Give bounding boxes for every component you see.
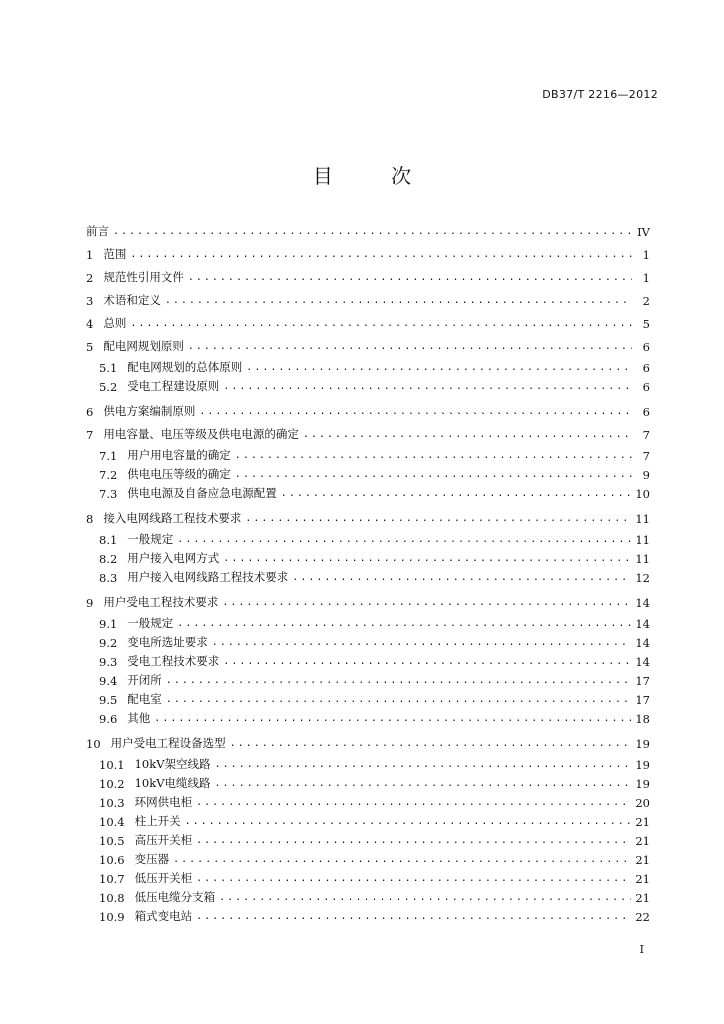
toc-entry-label: 配电网规划的总体原则 bbox=[127, 360, 243, 374]
toc-entry-page: 9 bbox=[642, 468, 650, 482]
toc-entry-label: 接入电网线路工程技术要求 bbox=[103, 511, 242, 525]
toc-entry-number: 10.5 bbox=[99, 834, 125, 848]
toc-entry-page: 6 bbox=[642, 361, 650, 375]
toc-entry[interactable] bbox=[86, 791, 650, 810]
toc-entry-number: 6 bbox=[86, 405, 94, 419]
toc-entry-number: 10.3 bbox=[99, 796, 125, 810]
toc-entry-number: 5 bbox=[86, 340, 94, 354]
toc-entry-number: 8 bbox=[86, 512, 94, 526]
toc-entry[interactable] bbox=[86, 772, 650, 791]
toc-entry-label: 前言 bbox=[86, 224, 109, 238]
toc-entry-number: 10 bbox=[86, 737, 101, 751]
toc-entry[interactable] bbox=[86, 375, 650, 394]
toc-entry-number: 10.1 bbox=[99, 758, 125, 772]
toc-entry-number: 10.9 bbox=[99, 910, 125, 924]
toc-entry-number: 10.6 bbox=[99, 853, 125, 867]
dot-leader bbox=[246, 362, 632, 373]
toc-entry-label: 10kV架空线路 bbox=[134, 757, 211, 771]
toc-entry[interactable] bbox=[86, 396, 650, 419]
toc-entry-number: 10.7 bbox=[99, 872, 125, 886]
dot-leader bbox=[215, 759, 632, 770]
toc-entry[interactable] bbox=[86, 829, 650, 848]
toc-entry-number: 4 bbox=[86, 317, 94, 331]
toc-entry-number: 8.1 bbox=[99, 533, 118, 547]
toc-entry[interactable] bbox=[86, 419, 650, 442]
table-of-contents bbox=[86, 216, 650, 924]
toc-entry-page: 1 bbox=[642, 271, 650, 285]
toc-entry[interactable] bbox=[86, 867, 650, 886]
toc-entry-page: 10 bbox=[635, 487, 650, 501]
toc-entry-number: 7 bbox=[86, 428, 94, 442]
toc-entry-label: 用户接入电网方式 bbox=[127, 551, 220, 565]
toc-entry-page: 11 bbox=[635, 533, 650, 547]
toc-entry[interactable] bbox=[86, 356, 650, 375]
dot-leader bbox=[223, 553, 631, 564]
toc-entry-label: 供电电源及自备应急电源配置 bbox=[127, 486, 277, 500]
dot-leader bbox=[235, 450, 632, 461]
dot-leader bbox=[177, 534, 631, 545]
toc-entry-number: 10.4 bbox=[99, 815, 125, 829]
toc-entry[interactable] bbox=[86, 848, 650, 867]
toc-entry-page: 21 bbox=[635, 853, 650, 867]
toc-entry-number: 9.6 bbox=[99, 712, 118, 726]
page-number: I bbox=[639, 943, 644, 956]
toc-entry-label: 10kV电缆线路 bbox=[134, 776, 211, 790]
toc-entry-label: 用电容量、电压等级及供电电源的确定 bbox=[103, 427, 299, 441]
toc-entry[interactable] bbox=[86, 331, 650, 354]
toc-entry-page: 19 bbox=[635, 758, 650, 772]
toc-entry-page: 22 bbox=[635, 910, 650, 924]
toc-entry-number: 5.1 bbox=[99, 361, 118, 375]
toc-entry-label: 用户用电容量的确定 bbox=[127, 448, 231, 462]
toc-entry-label: 术语和定义 bbox=[103, 293, 161, 307]
standard-code: DB37/T 2216—2012 bbox=[542, 88, 658, 101]
toc-entry-page: 21 bbox=[635, 834, 650, 848]
toc-entry[interactable] bbox=[86, 285, 650, 308]
toc-entry[interactable] bbox=[86, 688, 650, 707]
toc-entry-page: 14 bbox=[635, 617, 650, 631]
toc-entry-number: 8.3 bbox=[99, 571, 118, 585]
toc-entry[interactable] bbox=[86, 444, 650, 463]
toc-entry[interactable] bbox=[86, 631, 650, 650]
toc-entry[interactable] bbox=[86, 463, 650, 482]
toc-entry-page: 6 bbox=[642, 380, 650, 394]
toc-entry-page: 11 bbox=[635, 512, 650, 526]
toc-entry-label: 受电工程技术要求 bbox=[127, 654, 220, 668]
toc-entry-page: 11 bbox=[635, 552, 650, 566]
toc-entry[interactable] bbox=[86, 728, 650, 751]
dot-leader bbox=[235, 469, 632, 480]
dot-leader bbox=[199, 406, 632, 417]
toc-entry-label: 用户受电工程设备选型 bbox=[110, 736, 226, 750]
toc-entry-label: 高压开关柜 bbox=[134, 833, 193, 847]
toc-entry-number: 5.2 bbox=[99, 380, 118, 394]
dot-leader bbox=[196, 835, 631, 846]
dot-leader bbox=[303, 429, 632, 440]
dot-leader bbox=[292, 572, 631, 583]
toc-entry-number: 7.3 bbox=[99, 487, 118, 501]
dot-leader bbox=[185, 816, 632, 827]
toc-entry[interactable] bbox=[86, 566, 650, 585]
toc-entry[interactable] bbox=[86, 753, 650, 772]
toc-entry-label: 其他 bbox=[127, 711, 151, 725]
toc-entry[interactable] bbox=[86, 905, 650, 924]
toc-entry[interactable] bbox=[86, 528, 650, 547]
toc-entry-page: 14 bbox=[635, 655, 650, 669]
dot-leader bbox=[154, 713, 631, 724]
toc-entry-label: 变电所选址要求 bbox=[127, 635, 208, 649]
toc-entry-number: 9.1 bbox=[99, 617, 118, 631]
toc-entry-number: 8.2 bbox=[99, 552, 118, 566]
toc-entry-page: 7 bbox=[642, 449, 650, 463]
toc-entry-label: 柱上开关 bbox=[134, 814, 181, 828]
toc-entry-number: 10.2 bbox=[99, 777, 125, 791]
dot-leader bbox=[219, 892, 631, 903]
toc-entry-label: 用户接入电网线路工程技术要求 bbox=[127, 570, 289, 584]
toc-entry[interactable] bbox=[86, 216, 650, 239]
toc-entry-label: 一般规定 bbox=[127, 532, 174, 546]
toc-entry-page: 19 bbox=[635, 737, 650, 751]
dot-leader bbox=[188, 341, 632, 352]
toc-entry-number: 9.5 bbox=[99, 693, 118, 707]
toc-entry-label: 供电电压等级的确定 bbox=[127, 467, 231, 481]
dot-leader bbox=[212, 637, 632, 648]
toc-entry[interactable] bbox=[86, 262, 650, 285]
toc-entry-number: 2 bbox=[86, 271, 94, 285]
toc-entry[interactable] bbox=[86, 482, 650, 501]
dot-leader bbox=[130, 318, 632, 329]
toc-entry-page: 6 bbox=[642, 405, 650, 419]
toc-entry-label: 配电网规划原则 bbox=[103, 339, 184, 353]
dot-leader bbox=[281, 488, 632, 499]
toc-entry[interactable] bbox=[86, 810, 650, 829]
toc-entry-number: 3 bbox=[86, 294, 94, 308]
dot-leader bbox=[223, 381, 632, 392]
toc-entry[interactable] bbox=[86, 612, 650, 631]
toc-entry-label: 一般规定 bbox=[127, 616, 174, 630]
toc-entry-label: 受电工程建设原则 bbox=[127, 379, 220, 393]
dot-leader bbox=[245, 513, 631, 524]
toc-entry-number: 10.8 bbox=[99, 891, 125, 905]
toc-entry[interactable] bbox=[86, 886, 650, 905]
dot-leader bbox=[196, 873, 631, 884]
toc-entry-page: 21 bbox=[635, 815, 650, 829]
toc-entry-label: 变压器 bbox=[134, 852, 170, 866]
toc-entry-label: 供电方案编制原则 bbox=[103, 404, 196, 418]
toc-entry-label: 用户受电工程技术要求 bbox=[103, 595, 219, 609]
dot-leader bbox=[196, 911, 631, 922]
toc-entry-page: 2 bbox=[642, 294, 650, 308]
toc-entry-page: 5 bbox=[642, 317, 650, 331]
dot-leader bbox=[113, 226, 632, 237]
dot-leader bbox=[230, 738, 632, 749]
dot-leader bbox=[215, 778, 632, 789]
toc-entry-page: 17 bbox=[635, 693, 650, 707]
toc-entry[interactable] bbox=[86, 587, 650, 610]
toc-entry-page: 21 bbox=[635, 891, 650, 905]
toc-entry[interactable] bbox=[86, 707, 650, 726]
dot-leader bbox=[222, 597, 631, 608]
toc-entry[interactable] bbox=[86, 650, 650, 669]
toc-entry-label: 箱式变电站 bbox=[134, 909, 193, 923]
toc-entry-page: 17 bbox=[635, 674, 650, 688]
toc-entry[interactable] bbox=[86, 503, 650, 526]
toc-entry-number: 9.4 bbox=[99, 674, 118, 688]
toc-entry-number: 9.3 bbox=[99, 655, 118, 669]
toc-entry-page: 1 bbox=[642, 248, 650, 262]
toc-entry-page: 7 bbox=[642, 428, 650, 442]
dot-leader bbox=[130, 249, 632, 260]
toc-entry-page: IV bbox=[637, 225, 650, 239]
toc-entry-label: 规范性引用文件 bbox=[103, 270, 184, 284]
dot-leader bbox=[173, 854, 631, 865]
toc-entry-label: 总则 bbox=[103, 316, 127, 330]
toc-entry-page: 18 bbox=[635, 712, 650, 726]
toc-entry-label: 范围 bbox=[103, 247, 127, 261]
toc-entry-page: 14 bbox=[635, 636, 650, 650]
toc-entry-number: 7.1 bbox=[99, 449, 118, 463]
toc-entry-number: 7.2 bbox=[99, 468, 118, 482]
toc-entry-label: 环网供电柜 bbox=[134, 795, 193, 809]
toc-entry[interactable] bbox=[86, 239, 650, 262]
toc-entry[interactable] bbox=[86, 547, 650, 566]
toc-entry-number: 9 bbox=[86, 596, 94, 610]
page-title: 目 次 bbox=[312, 164, 438, 188]
toc-entry-label: 开闭所 bbox=[127, 673, 162, 687]
dot-leader bbox=[165, 295, 632, 306]
toc-entry-page: 19 bbox=[635, 777, 650, 791]
toc-entry-page: 20 bbox=[635, 796, 650, 810]
toc-entry-label: 低压电缆分支箱 bbox=[134, 890, 216, 904]
toc-entry-number: 1 bbox=[86, 248, 94, 262]
dot-leader bbox=[223, 656, 631, 667]
toc-entry-label: 配电室 bbox=[127, 692, 162, 706]
toc-entry-label: 低压开关柜 bbox=[134, 871, 193, 885]
toc-entry[interactable] bbox=[86, 669, 650, 688]
toc-entry-number: 9.2 bbox=[99, 636, 118, 650]
dot-leader bbox=[177, 618, 631, 629]
dot-leader bbox=[188, 272, 632, 283]
toc-entry-page: 6 bbox=[642, 340, 650, 354]
dot-leader bbox=[166, 675, 632, 686]
dot-leader bbox=[196, 797, 631, 808]
toc-entry-page: 14 bbox=[635, 596, 650, 610]
dot-leader bbox=[166, 694, 632, 705]
toc-entry[interactable] bbox=[86, 308, 650, 331]
toc-entry-page: 21 bbox=[635, 872, 650, 886]
toc-entry-page: 12 bbox=[635, 571, 650, 585]
